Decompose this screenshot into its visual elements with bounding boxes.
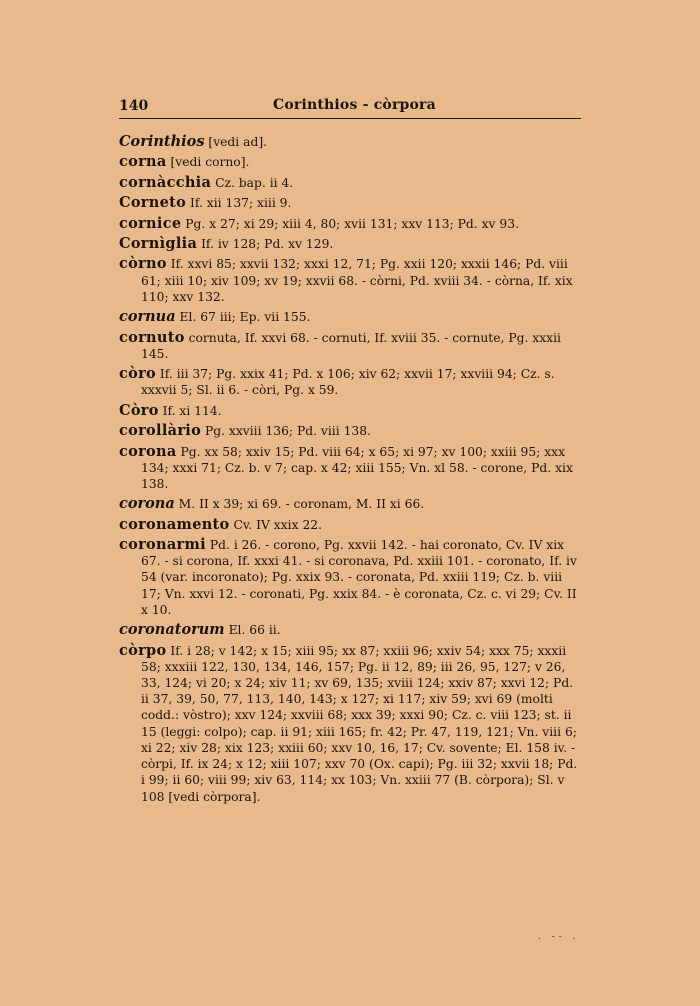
page-number: 140 (119, 98, 149, 114)
entry-headword: cornice (119, 214, 182, 232)
entry (119, 134, 581, 150)
entry-body: If. i 28; v 142; x 15; xiii 95; xx 87; xxiii 96; xxiv 54; xxx 75; xxxii 58; xxxiii 122, 130, 134, 146, 157; Pg. ii 12, 89; iii 26, 95, 127; v 26, 33, 124; vi 20; x 24; xiv 11; xv 69, 135; xviii 124; xxiv 87; xxvi 12; Pd. ii 37, 39, 50, 77, 113, 140, 143; x 127; xi 117; xiv 59; xvi 69 (molti codd.: vòstro); xxv 124; xxviii 68; xxx 39; xxxi 90; Cz. c. viii 123; st. ii 15 (leggi: colpo); cap. ii 91; xiii 165; fr. 42; Pr. 47, 119, 121; Vn. viii 6; xi 22; xiv 28; xix 123; xxiii 60; xxv 10, 16, 17; Cv. sovente; El. 158 iv. - còrpi, If. ix 24; x 12; xiii 107; xxv 70 (Ox. capi); Pg. iii 32; xxvii 18; Pd. i 99; ii 60; viii 99; xiv 63, 114; xx 103; Vn. xxiii 77 (B. còrpora); Sl. v 108 [vedi còrpora]. (141, 643, 578, 804)
entry (119, 444, 581, 493)
entry-body: cornuta, If. xxvi 68. - cornuti, If. xviii 35. - cornute, Pg. xxxii 145. (141, 330, 561, 361)
entry-headword: cornàcchia (119, 173, 212, 191)
entry-headword: còro (119, 365, 157, 383)
entry-headword: corna (119, 153, 167, 171)
entry (119, 517, 581, 533)
entry-body: El. 67 iii; Ep. vii 155. (175, 310, 311, 325)
entry-headword: coronamento (119, 515, 230, 533)
entry (119, 256, 581, 305)
entry-body: If. xii 137; xiii 9. (186, 196, 292, 211)
entry-headword: corona (119, 442, 177, 460)
entry (119, 366, 581, 398)
entry-body: If. iii 37; Pg. xxix 41; Pd. x 106; xiv 62; xxvii 17; xxviii 94; Cz. s. xxxvii 5; Sl. ii 6. - còri, Pg. x 59. (141, 367, 555, 398)
entry-body: Pg. x 27; xi 29; xiii 4, 80; xvii 131; xxv 113; Pd. xv 93. (181, 216, 519, 231)
dictionary-entries (119, 134, 581, 809)
entry-body: [vedi ad]. (204, 135, 268, 149)
entry (119, 216, 581, 232)
entry-headword: coronatorum (119, 621, 225, 639)
entry-body: [vedi corno]. (166, 155, 250, 170)
entry-body: If. xi 114. (158, 403, 222, 418)
entry-headword: cornuto (119, 328, 185, 346)
entry (119, 154, 581, 170)
entry-headword: Corinthios (119, 133, 205, 150)
entry (119, 423, 581, 439)
entry-headword: còrno (119, 255, 167, 273)
entry (119, 175, 581, 191)
entry-body: Pg. xx 58; xxiv 15; Pd. viii 64; x 65; xi 97; xv 100; xxiii 95; xxx 134; xxxi 71; Cz. b. v 7; cap. x 42; xiii 155; Vn. xl 58. - corone, Pd. xix 138. (141, 444, 573, 491)
entry-body: Cv. IV xxix 22. (229, 517, 323, 532)
entry-headword: Corneto (119, 194, 187, 212)
entry-body: Pg. xxviii 136; Pd. viii 138. (201, 424, 371, 439)
entry-body: El. 66 ii. (224, 623, 281, 638)
entry (119, 496, 581, 512)
entry-headword: corona (119, 495, 175, 513)
entry-body: M. II x 39; xi 69. - coronam, M. II xi 66. (174, 497, 425, 512)
entry (119, 195, 581, 211)
entry-headword: còrpo (119, 641, 167, 659)
entry-body: Cz. bap. ii 4. (211, 175, 294, 190)
entry (119, 309, 581, 325)
entry (119, 622, 581, 638)
running-head: Corinthios - còrpora (273, 97, 436, 113)
entry-headword: Còro (119, 401, 159, 419)
footer-marks: . -- . (538, 932, 580, 942)
entry (119, 643, 581, 805)
entry-headword: Cornìglia (119, 234, 198, 252)
entry-headword: coronarmi (119, 536, 206, 554)
entry (119, 330, 581, 362)
entry-body: If. xxvi 85; xxvii 132; xxxi 12, 71; Pg. xxii 120; xxxii 146; Pd. viii 61; xiii 10; xiv 109; xv 19; xxvii 68. - còrni, Pd. xviii 34. - còrna, If. xix 110; xxv 132. (141, 257, 573, 304)
entry (119, 236, 581, 252)
entry-headword: cornua (119, 308, 176, 326)
page-header (119, 96, 581, 119)
entry (119, 403, 581, 419)
entry (119, 537, 581, 618)
entry-headword: corollàrio (119, 422, 202, 440)
entry-body: Pd. i 26. - corono, Pg. xxvii 142. - hai coronato, Cv. IV xix 67. - si corona, If. xxxi 41. - si coronava, Pd. xxiii 101. - coronato, If. iv 54 (var. incoronato); Pg. xxix 93. - coronata, Pd. xxiii 119; Cz. b. viii 17; Vn. xxvi 12. - coronati, Pg. xxix 84. - è coronata, Cz. c. vi 29; Cv. II x 10. (141, 538, 577, 617)
entry-body: If. iv 128; Pd. xv 129. (197, 236, 334, 251)
